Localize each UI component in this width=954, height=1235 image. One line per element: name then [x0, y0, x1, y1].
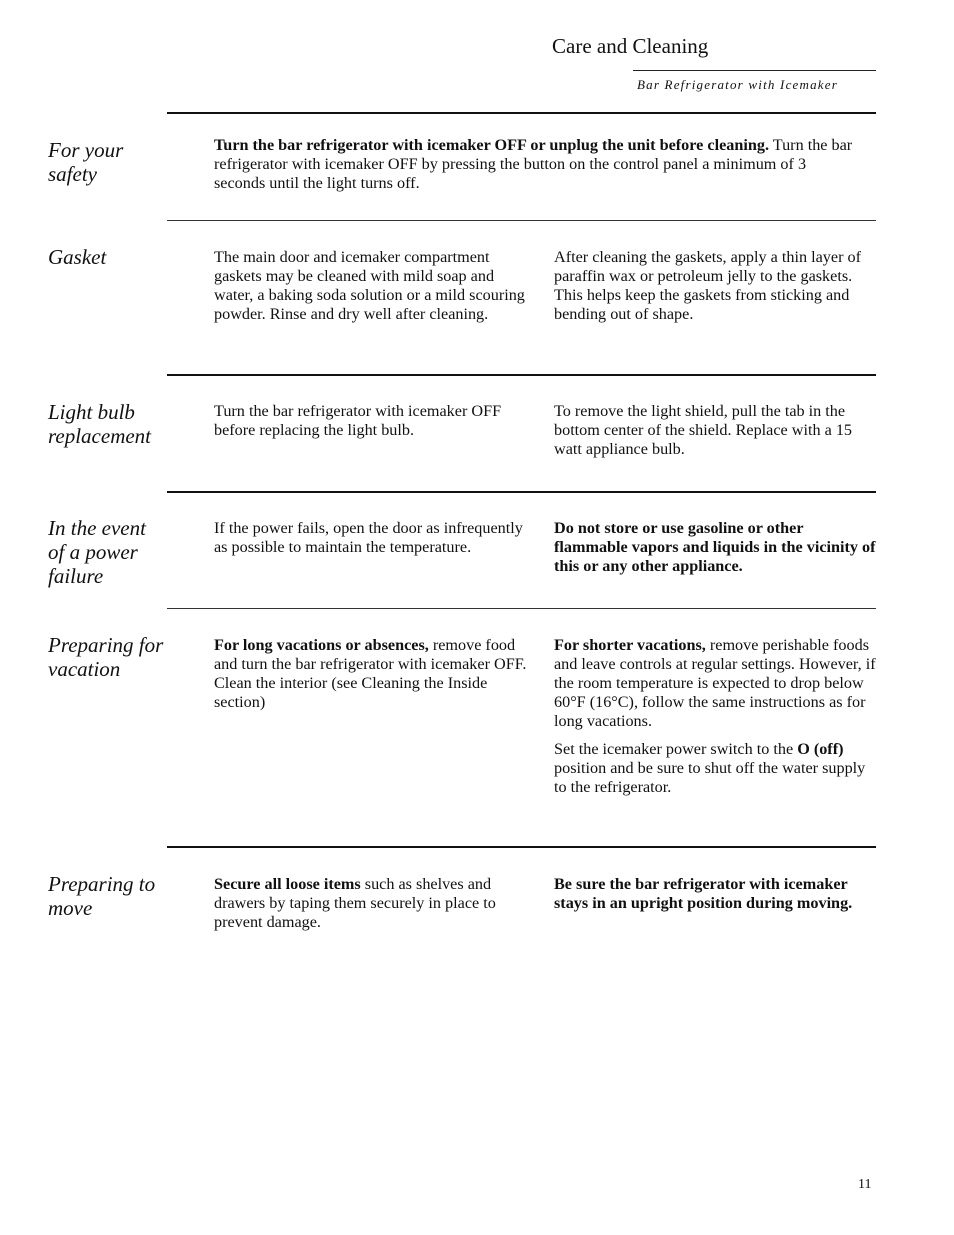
section-divider	[167, 846, 876, 848]
gasket-left-text: The main door and icemaker compartment gaskets may be cleaned with mild soap and water, a baking soda solution or a mild scouring powder. Rinse and dry well after cleaning.	[214, 248, 525, 323]
section-divider	[167, 491, 876, 493]
section-divider	[167, 374, 876, 376]
section-label-power-failure: In the event of a power failure	[48, 516, 146, 588]
header-title: Care and Cleaning	[552, 34, 709, 58]
vacation-short-text: remove perishable foods and leave controls at regular settings. However, if the room temperature is expected to drop below 60°F (16°C), follow the same instructions as for long vacations.	[554, 636, 876, 730]
section-body-safety	[214, 136, 854, 193]
move-heading: Secure all loose items	[214, 875, 361, 893]
vacation-short-heading: For shorter vacations,	[554, 636, 706, 654]
move-left-text	[214, 875, 536, 932]
vacation-long-text: remove food and turn the bar refrigerator with icemaker OFF. Clean the interior (see Cleaning the Inside section)	[214, 636, 527, 711]
section-label-gasket: Gasket	[48, 245, 107, 269]
vacation-right-text	[554, 636, 878, 806]
vacation-icemaker-text-a: Set the icemaker power switch to the	[554, 740, 798, 758]
section-label-vacation: Preparing for vacation	[48, 633, 164, 681]
light-bulb-left-text: Turn the bar refrigerator with icemaker OFF before replacing the light bulb.	[214, 402, 502, 439]
power-failure-warning: Do not store or use gasoline or other flammable vapors and liquids in the vicinity of this or any other appliance.	[554, 519, 876, 575]
move-warning: Be sure the bar refrigerator with icemaker stays in an upright position during moving.	[554, 875, 853, 912]
section-label-safety: For your safety	[48, 138, 124, 186]
move-text: such as shelves and drawers by taping them securely in place to prevent damage.	[214, 875, 496, 931]
section-label-light-bulb: Light bulb replacement	[48, 400, 152, 448]
page-number: 11	[858, 1177, 872, 1192]
section-label-move: Preparing to move	[48, 872, 156, 920]
vacation-short-paragraph	[554, 636, 878, 731]
section-divider	[167, 112, 876, 114]
power-failure-left-text: If the power fails, open the door as infrequently as possible to maintain the temperature.	[214, 519, 523, 556]
vacation-icemaker-paragraph	[554, 740, 878, 797]
header-subtitle: Bar Refrigerator with Icemaker	[637, 77, 838, 92]
vacation-left-text	[214, 636, 536, 712]
vacation-icemaker-off: O (off)	[797, 740, 844, 758]
safety-warning: Turn the bar refrigerator with icemaker OFF or unplug the unit before cleaning.	[214, 136, 769, 154]
light-bulb-right-text: To remove the light shield, pull the tab in the bottom center of the shield. Replace with a 15 watt appliance bulb.	[554, 402, 853, 458]
vacation-icemaker-text-b: position and be sure to shut off the water supply to the refrigerator.	[554, 759, 866, 796]
section-divider	[167, 608, 876, 609]
section-divider	[167, 220, 876, 221]
safety-text: Turn the bar refrigerator with icemaker OFF by pressing the button on the control panel a minimum of 3 seconds until the light turns off.	[214, 136, 853, 192]
header-divider	[633, 70, 876, 71]
gasket-right-text: After cleaning the gaskets, apply a thin layer of paraffin wax or petroleum jelly to the gaskets. This helps keep the gaskets from sticking and bending out of shape.	[554, 248, 862, 323]
vacation-long-heading: For long vacations or absences,	[214, 636, 429, 654]
